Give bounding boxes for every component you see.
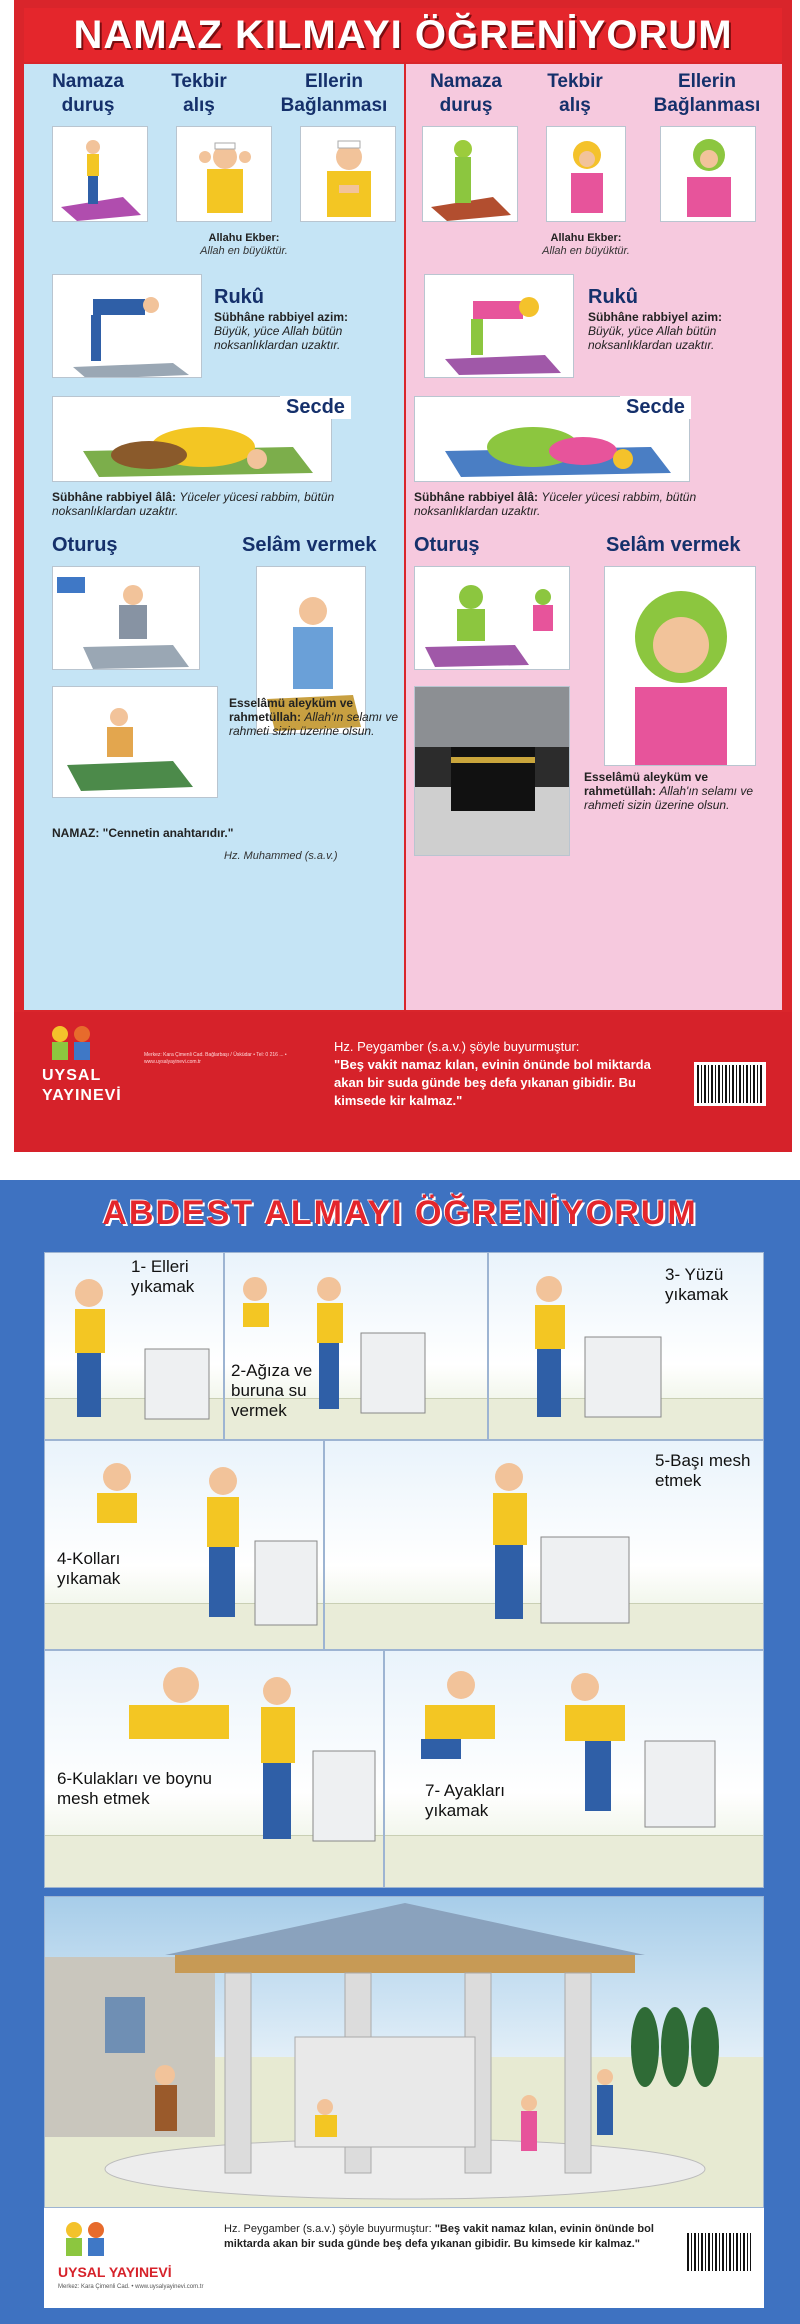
step4-scene (44, 1440, 324, 1650)
boy-ruku-illustration (52, 274, 202, 378)
header-ellerin-baglanmasi: Ellerin Bağlanması (280, 71, 388, 116)
abdest-title: ABDEST ALMAYI ÖĞRENİYORUM (102, 1194, 698, 1232)
namaz-poster (14, 0, 792, 1152)
abdest-publisher-address: Merkez: Kara Çimenli Cad. • www.uysalyayinevi.com.tr (58, 2284, 204, 2290)
abdest-footer (44, 2208, 764, 2308)
step6-label: 6-Kulakları ve boynu mesh etmek (57, 1769, 212, 1808)
boy-hands-folded-illustration (300, 126, 396, 222)
oturus-title-girl: Oturuş (414, 534, 480, 556)
abdest-publisher: UYSAL YAYINEVİ (58, 2264, 172, 2280)
kaaba-photo (414, 686, 570, 856)
barcode-icon (694, 1062, 766, 1106)
girl-ruku-illustration (424, 274, 574, 378)
girl-panel (406, 64, 782, 1010)
publisher-logo-icon (58, 2218, 114, 2258)
step2-label: 2-Ağıza ve buruna su vermek (231, 1361, 313, 1420)
header-ellerin-baglanmasi-girl: Ellerin Bağlanması (653, 71, 761, 116)
namaz-quote: NAMAZ: "Cennetin anahtarıdır." (52, 826, 234, 840)
boy-oturus-illustration (52, 566, 200, 670)
allahu-caption-girl: Allahu Ekber: Allah en büyüktür. (542, 232, 630, 257)
header-namaza-durus: Namaza duruş (52, 71, 124, 116)
girl-oturus-illustration (414, 566, 570, 670)
step3-scene (488, 1252, 764, 1440)
ruku-title: Rukû (214, 286, 264, 308)
abdest-poster (0, 1180, 800, 2324)
namaz-footer (14, 1012, 792, 1152)
selam-caption: Esselâmü aleyküm ve rahmetüllah: Allah'ın selamı ve rahmeti sizin üzerine olsun. (229, 696, 399, 738)
step3-label: 3- Yüzü yıkamak (665, 1265, 729, 1304)
step5-scene (324, 1440, 764, 1650)
header-tekbir-alis: Tekbir alış (171, 71, 227, 116)
publisher-name-line2: YAYINEVİ (42, 1087, 122, 1104)
ruku-title-girl: Rukû (588, 286, 638, 308)
boy-standing-illustration (52, 126, 148, 222)
secde-title: Secde (280, 396, 351, 419)
girl-tekbir-illustration (546, 126, 626, 222)
step4-label: 4-Kolları yıkamak (57, 1549, 121, 1588)
namaz-hadith: Hz. Peygamber (s.a.v.) şöyle buyurmuştur: "Beş vakit namaz kılan, evinin önünde bol miktarda akan bir suda günde beş defa yıkanan gibidir. Bu kimsede kir kalmaz." (334, 1039, 651, 1108)
girl-hands-folded-illustration (660, 126, 756, 222)
ablution-fountain-scene (44, 1896, 764, 2208)
abdest-hadith: Hz. Peygamber (s.a.v.) şöyle buyurmuştur: "Beş vakit namaz kılan, evinin önünde bol miktarda akan bir suda günde beş defa yıkanan gibidir. Bu kimsede kir kalmaz." (224, 2223, 654, 2250)
secde-title-girl: Secde (620, 396, 691, 419)
namaz-source: Hz. Muhammed (s.a.v.) (224, 850, 338, 862)
step5-label: 5-Başı mesh etmek (655, 1451, 751, 1490)
girl-selam-illustration (604, 566, 756, 766)
selam-title: Selâm vermek (242, 534, 377, 556)
boy-panel (24, 64, 404, 1010)
boy-tekbir-illustration (176, 126, 272, 222)
step7-scene (384, 1650, 764, 1888)
step6-scene (44, 1650, 384, 1888)
header-tekbir-alis-girl: Tekbir alış (547, 71, 603, 116)
girl-standing-illustration (422, 126, 518, 222)
oturus-title: Oturuş (52, 534, 118, 556)
publisher-name-line1: UYSAL (42, 1067, 102, 1084)
barcode-icon (684, 2230, 754, 2274)
publisher-logo-icon (44, 1022, 100, 1062)
step7-label: 7- Ayakları yıkamak (425, 1781, 506, 1820)
step1-scene (44, 1252, 224, 1440)
selam-caption-girl: Esselâmü aleyküm ve rahmetüllah: Allah'ın selamı ve rahmeti sizin üzerine olsun. (584, 770, 754, 812)
step1-label: 1- Elleri yıkamak (131, 1257, 195, 1296)
namaz-title: NAMAZ KILMAYI ÖĞRENİYORUM (24, 8, 782, 62)
step2-scene (224, 1252, 488, 1440)
ruku-caption: Sübhâne rabbiyel azim: Büyük, yüce Allah bütün noksanlıklardan uzaktır. (214, 310, 349, 352)
selam-title-girl: Selâm vermek (606, 534, 741, 556)
secde-caption: Sübhâne rabbiyel âlâ: Yüceler yücesi rabbim, bütün noksanlıklardan uzaktır. (52, 490, 335, 518)
grandfather-praying-illustration (52, 686, 218, 798)
publisher-address: Merkez: Kara Çimenli Cad. Bağlarbaşı / Üsküdar • Tel: 0 216 ... • www.uysalyayinevi.com.tr (144, 1052, 287, 1065)
ruku-caption-girl: Sübhâne rabbiyel azim: Büyük, yüce Allah bütün noksanlıklardan uzaktır. (588, 310, 723, 352)
allahu-caption: Allahu Ekber: Allah en büyüktür. (200, 232, 288, 257)
header-namaza-durus-girl: Namaza duruş (430, 71, 502, 116)
secde-caption-girl: Sübhâne rabbiyel âlâ: Yüceler yücesi rabbim, bütün noksanlıklardan uzaktır. (414, 490, 697, 518)
